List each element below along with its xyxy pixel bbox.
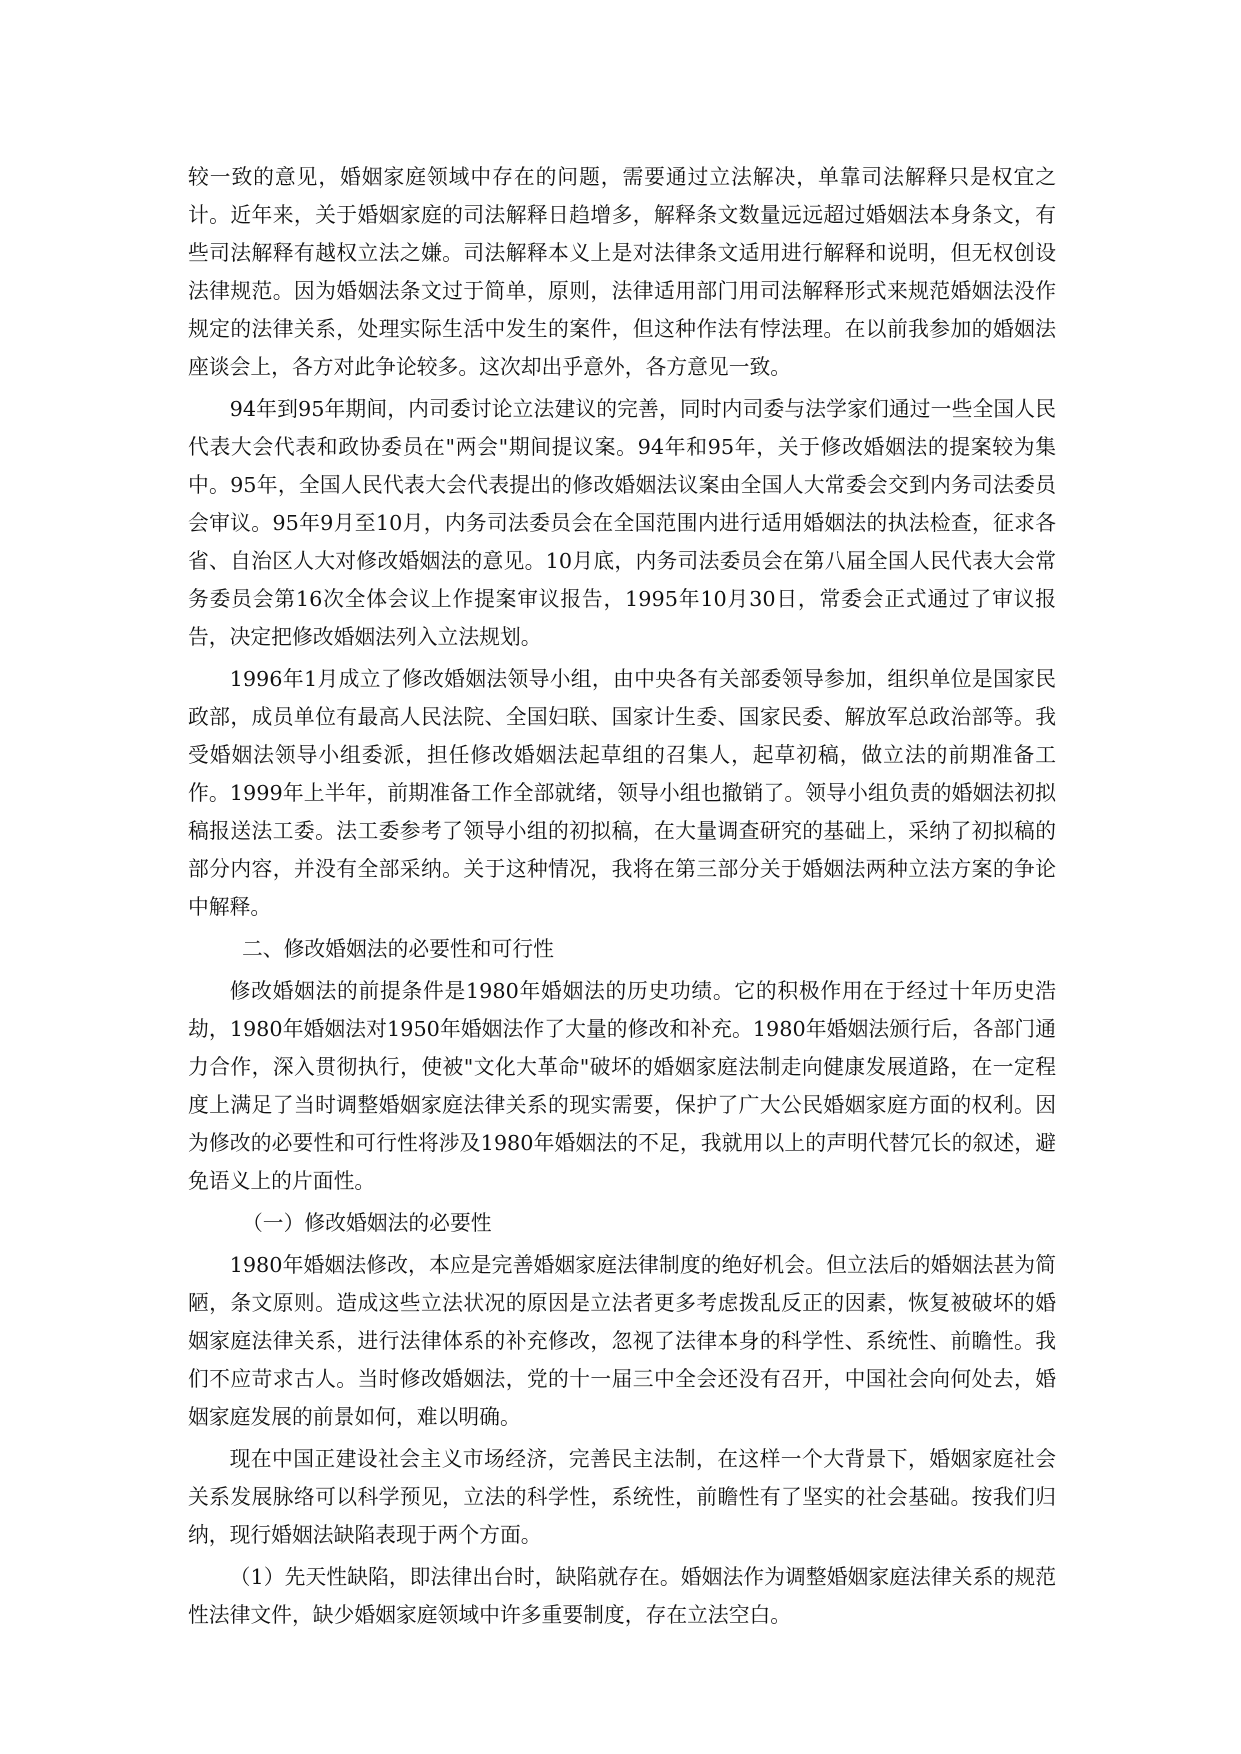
paragraph-legislative-proposals: 94年到95年期间，内司委讨论立法建议的完善，同时内司委与法学家们通过一些全国人民代表大会代表和政协委员在"两会"期间提议案。94年和95年，关于修改婚姻法的提案较为集中。95年，全国人民代表大会代表提出的修改婚姻法议案由全国人大常委会交到内务司法委员会审议。95年9月至10月，内务司法委员会在全国范围内进行适用婚姻法的执法检查，征求各省、自治区人大对修改婚姻法的意见。10月底，内务司法委员会在第八届全国人民代表大会常务委员会第16次全体会议上作提案审议报告，1995年10月30日，常委会正式通过了审议报告，决定把修改婚姻法列入立法规划。 [188,397,1056,649]
paragraph-current-background: 现在中国正建设社会主义市场经济，完善民主法制，在这样一个大背景下，婚姻家庭社会关系发展脉络可以科学预见，立法的科学性，系统性，前瞻性有了坚实的社会基础。按我们归纳，现行婚姻法缺陷表现于两个方面。 [188,1447,1056,1547]
paragraph-congenital-defects: （1）先天性缺陷，即法律出台时，缺陷就存在。婚姻法作为调整婚姻家庭法律关系的规范性法律文件，缺少婚姻家庭领域中许多重要制度，存在立法空白。 [188,1565,1056,1627]
paragraph-continuation: 较一致的意见，婚姻家庭领域中存在的问题，需要通过立法解决，单靠司法解释只是权宜之计。近年来，关于婚姻家庭的司法解释日趋增多，解释条文数量远远超过婚姻法本身条文，有些司法解释有越权立法之嫌。司法解释本义上是对法律条文适用进行解释和说明，但无权创设法律规范。因为婚姻法条文过于简单，原则，法律适用部门用司法解释形式来规范婚姻法没作规定的法律关系，处理实际生活中发生的案件，但这种作法有悖法理。在以前我参加的婚姻法座谈会上，各方对此争论较多。这次却出乎意外，各方意见一致。 [188,165,1056,379]
paragraph-1980-revision: 1980年婚姻法修改，本应是完善婚姻家庭法律制度的绝好机会。但立法后的婚姻法甚为简陋，条文原则。造成这些立法状况的原因是立法者更多考虑拨乱反正的因素，恢复被破坏的婚姻家庭法律关系，进行法律体系的补充修改，忽视了法律本身的科学性、系统性、前瞻性。我们不应苛求古人。当时修改婚姻法，党的十一届三中全会还没有召开，中国社会向何处去，婚姻家庭发展的前景如何，难以明确。 [188,1253,1056,1429]
document-body [188,158,1056,1638]
paragraph-historical-merits: 修改婚姻法的前提条件是1980年婚姻法的历史功绩。它的积极作用在于经过十年历史浩劫，1980年婚姻法对1950年婚姻法作了大量的修改和补充。1980年婚姻法颁行后，各部门通力合作，深入贯彻执行，使被"文化大革命"破坏的婚姻家庭法制走向健康发展道路，在一定程度上满足了当时调整婚姻家庭法律关系的现实需要，保护了广大公民婚姻家庭方面的权利。因为修改的必要性和可行性将涉及1980年婚姻法的不足，我就用以上的声明代替冗长的叙述，避免语义上的片面性。 [188,979,1056,1193]
subsection-heading-necessity: （一）修改婚姻法的必要性 [242,1211,492,1235]
section-heading-necessity-feasibility: 二、修改婚姻法的必要性和可行性 [242,937,554,961]
paragraph-leading-group: 1996年1月成立了修改婚姻法领导小组，由中央各有关部委领导参加，组织单位是国家民政部，成员单位有最高人民法院、全国妇联、国家计生委、国家民委、解放军总政治部等。我受婚姻法领导小组委派，担任修改婚姻法起草组的召集人，起草初稿，做立法的前期准备工作。1999年上半年，前期准备工作全部就绪，领导小组也撤销了。领导小组负责的婚姻法初拟稿报送法工委。法工委参考了领导小组的初拟稿，在大量调查研究的基础上，采纳了初拟稿的部分内容，并没有全部采纳。关于这种情况，我将在第三部分关于婚姻法两种立法方案的争论中解释。 [188,667,1056,919]
